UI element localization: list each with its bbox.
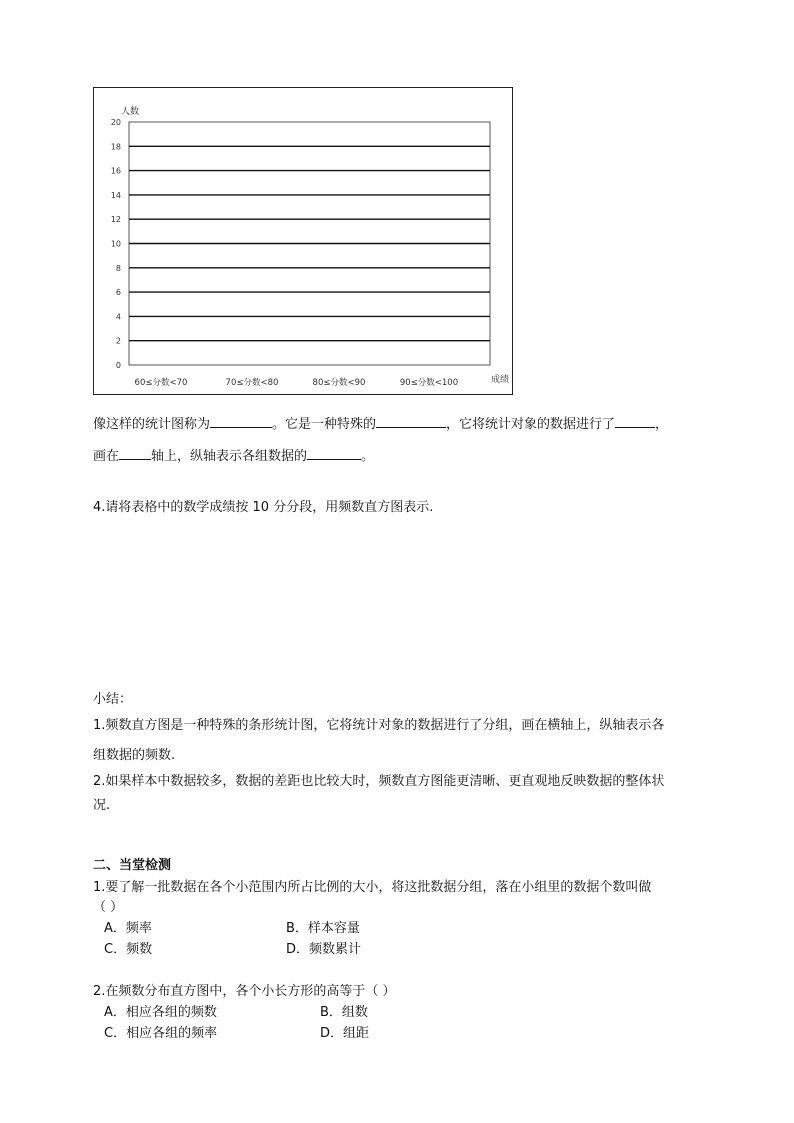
y-tick-label: 12	[110, 215, 121, 225]
quiz-1-option-b[interactable]: B．样本容量	[286, 921, 360, 936]
chart-description-line-1	[93, 414, 668, 434]
x-tick-label: 90≤分数<100	[399, 378, 459, 388]
x-tick-label: 70≤分数<80	[225, 378, 279, 388]
y-tick-label: 20	[110, 118, 121, 127]
x-tick-label: 60≤分数<70	[134, 378, 188, 388]
chart-description-line-2	[93, 446, 374, 466]
y-tick-label: 10	[110, 239, 121, 249]
summary-point-1-cont: 组数据的频数.	[93, 748, 176, 763]
chart-canvas	[94, 88, 514, 396]
text-segment: 轴上，纵轴表示各组数据的	[151, 449, 308, 464]
y-tick-label: 8	[115, 263, 121, 273]
text-segment: 。它是一种特殊的	[272, 417, 377, 432]
summary-point-1: 1.频数直方图是一种特殊的条形统计图，它将统计对象的数据进行了分组，画在横轴上，纵轴表示各	[93, 718, 665, 733]
quiz-2-option-c[interactable]: C．相应各组的频率	[104, 1026, 218, 1041]
quiz-2-option-a[interactable]: A．相应各组的频数	[104, 1005, 217, 1020]
text-segment: ，它将统计对象的数据进行了	[446, 417, 616, 432]
y-tick-label: 0	[115, 361, 121, 370]
x-tick-label: 80≤分数<90	[312, 378, 366, 388]
x-axis-label: 成绩	[491, 375, 510, 385]
y-tick-label: 18	[110, 142, 121, 152]
y-tick-label: 2	[115, 336, 121, 346]
summary-title: 小结：	[93, 692, 133, 707]
quiz-question-1-paren: （ ）	[93, 900, 124, 915]
quiz-1-option-c[interactable]: C．频数	[104, 942, 153, 957]
y-tick-label: 16	[110, 166, 121, 176]
question-4: 4.请将表格中的数学成绩按 10 分分段，用频数直方图表示.	[93, 500, 434, 515]
quiz-2-option-b[interactable]: B．组数	[320, 1005, 368, 1020]
summary-point-2: 2.如果样本中数据较多，数据的差距也比较大时，频数直方图能更清晰、更直观地反映数据的整体状	[93, 774, 665, 789]
quiz-question-2: 2.在频数分布直方图中，各个小长方形的高等于（ ）	[93, 984, 396, 999]
quiz-question-1: 1.要了解一批数据在各个小范围内所占比例的大小，将这批数据分组，落在小组里的数据个数叫做	[93, 880, 652, 895]
y-axis-label: 人数	[121, 107, 140, 117]
text-segment: 。	[361, 449, 375, 464]
quiz-1-option-d[interactable]: D．频数累计	[286, 942, 362, 957]
text-segment: 画在	[93, 449, 120, 464]
text-segment: ，	[655, 417, 669, 432]
y-tick-label: 6	[115, 288, 121, 298]
section-title: 二、当堂检测	[93, 858, 172, 873]
summary-point-2-cont: 况.	[93, 798, 111, 813]
fill-blank[interactable]	[615, 414, 655, 428]
y-tick-label: 14	[110, 190, 121, 200]
fill-blank[interactable]	[376, 414, 446, 428]
fill-blank[interactable]	[210, 414, 272, 428]
quiz-2-option-d[interactable]: D．组距	[320, 1026, 370, 1041]
fill-blank[interactable]	[307, 446, 361, 460]
fill-blank[interactable]	[119, 446, 151, 460]
y-tick-label: 4	[115, 312, 121, 322]
text-segment: 像这样的统计图称为	[93, 417, 211, 432]
quiz-1-option-a[interactable]: A．频率	[104, 921, 152, 936]
histogram-chart	[93, 87, 513, 395]
